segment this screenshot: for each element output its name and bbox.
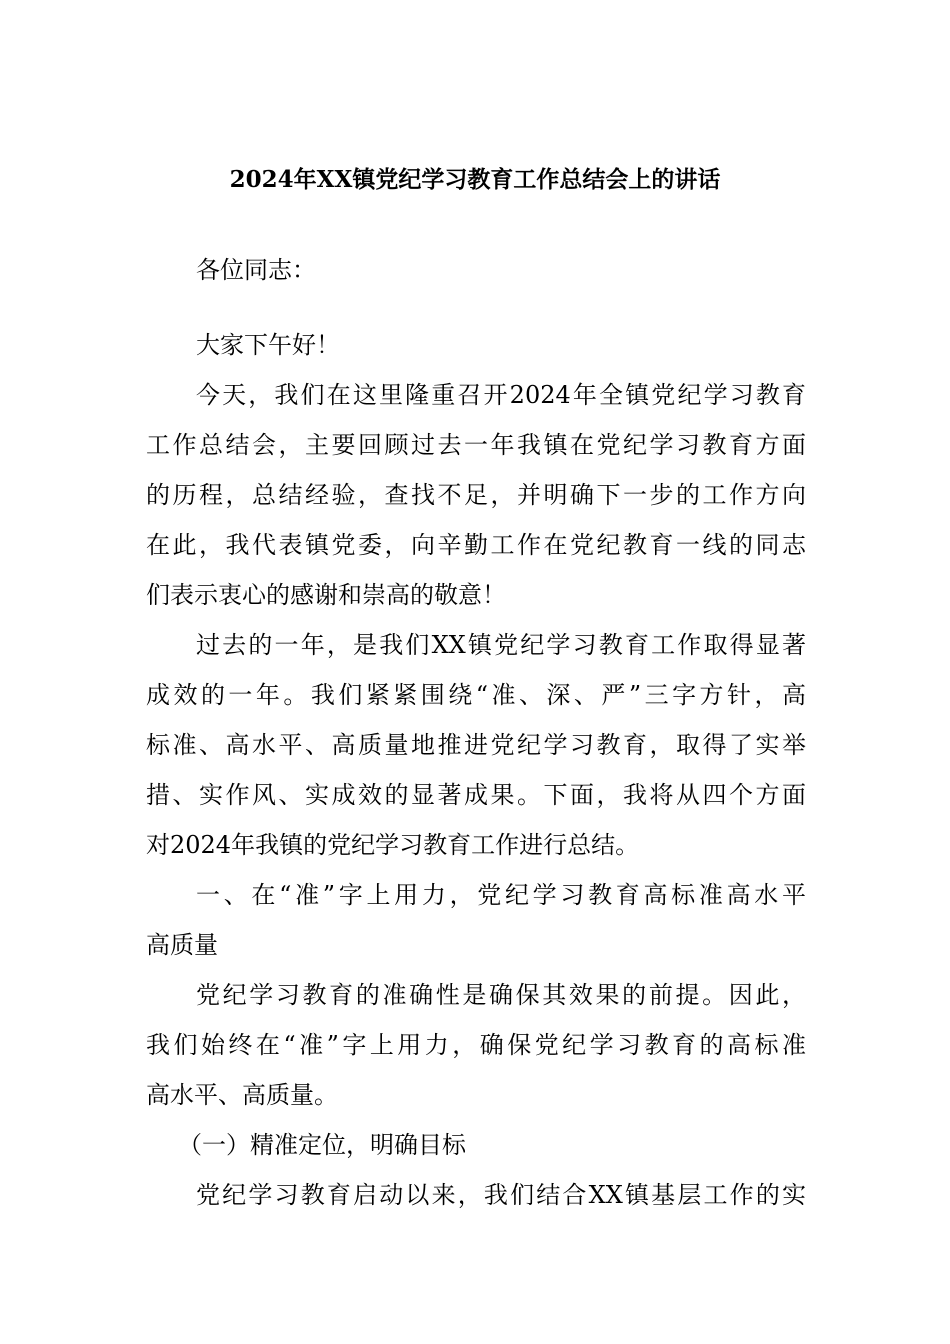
paragraph-line: 在此，我代表镇党委，向辛勤工作在党纪教育一线的同志 — [146, 531, 806, 559]
greeting: 大家下午好！ — [196, 331, 340, 359]
paragraph-line: 过去的一年，是我们XX镇党纪学习教育工作取得显著 — [196, 631, 806, 659]
paragraph-line: 们表示衷心的感谢和崇高的敬意！ — [146, 581, 506, 609]
paragraph-line: 工作总结会，主要回顾过去一年我镇在党纪学习教育方面 — [146, 431, 806, 459]
section-heading: 一、在“准”字上用力，党纪学习教育高标准高水平 — [196, 881, 806, 909]
paragraph-line: 党纪学习教育的准确性是确保其效果的前提。因此， — [196, 981, 806, 1009]
paragraph-line: 今天，我们在这里隆重召开2024年全镇党纪学习教育 — [196, 381, 806, 409]
paragraph-line: 对2024年我镇的党纪学习教育工作进行总结。 — [146, 831, 640, 859]
section-heading: 高质量 — [146, 931, 218, 959]
salutation: 各位同志： — [196, 256, 316, 284]
paragraph-line: 措、实作风、实成效的显著成果。下面，我将从四个方面 — [146, 781, 806, 809]
document-title: 2024年XX镇党纪学习教育工作总结会上的讲话 — [229, 166, 721, 193]
subsection-heading: （一）精准定位，明确目标 — [178, 1131, 466, 1159]
paragraph-line: 标准、高水平、高质量地推进党纪学习教育，取得了实举 — [146, 731, 806, 759]
paragraph-line: 我们始终在“准”字上用力，确保党纪学习教育的高标准 — [146, 1031, 806, 1059]
paragraph-line: 的历程，总结经验，查找不足，并明确下一步的工作方向 — [146, 481, 806, 509]
paragraph-line: 成效的一年。我们紧紧围绕“准、深、严”三字方针，高 — [146, 681, 806, 709]
paragraph-line: 党纪学习教育启动以来，我们结合XX镇基层工作的实 — [196, 1181, 806, 1209]
paragraph-line: 高水平、高质量。 — [146, 1081, 338, 1109]
